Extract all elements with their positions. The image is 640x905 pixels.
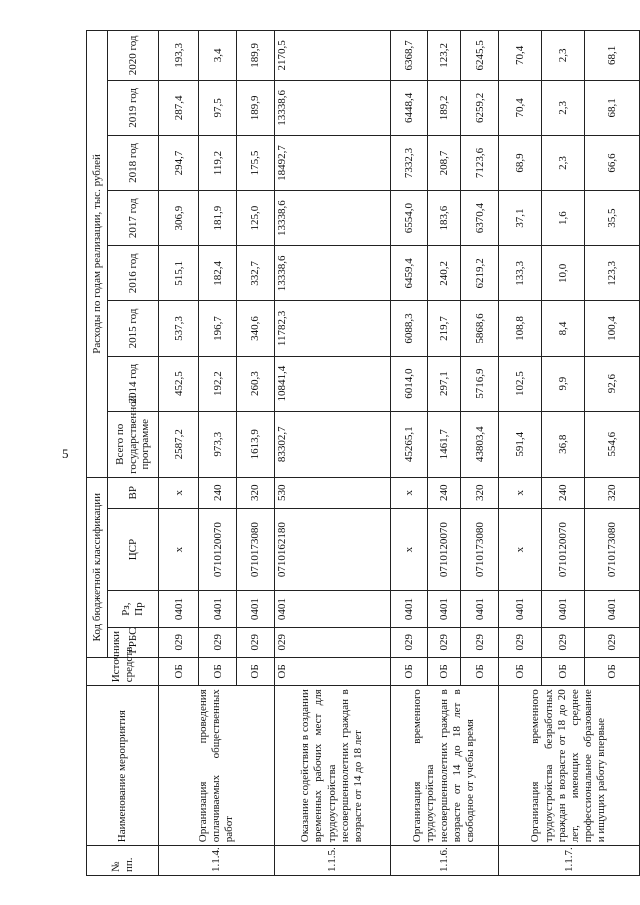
value-2019: 189,9 bbox=[237, 80, 275, 135]
value-2018: 119,2 bbox=[199, 135, 237, 190]
total-cell: 591,4 bbox=[498, 411, 541, 477]
value-2016: 123,3 bbox=[584, 246, 640, 301]
value-2020: 123,2 bbox=[428, 31, 461, 81]
table-row bbox=[498, 31, 541, 876]
value-2015: 219,7 bbox=[428, 301, 461, 356]
budget-table bbox=[86, 30, 640, 876]
grbs-cell: 029 bbox=[428, 627, 461, 657]
value-2018: 294,7 bbox=[159, 135, 199, 190]
csr-cell: 0710120070 bbox=[199, 508, 237, 591]
grbs-cell: 029 bbox=[199, 627, 237, 657]
total-cell: 554,6 bbox=[584, 411, 640, 477]
header-2015: 2015 год bbox=[108, 301, 159, 356]
header-2020: 2020 год bbox=[108, 31, 159, 81]
source-cell: ОБ bbox=[541, 657, 584, 686]
header-grbs: ГРБС bbox=[108, 627, 159, 657]
source-cell: ОБ bbox=[199, 657, 237, 686]
value-2014: 5716,9 bbox=[461, 356, 499, 411]
csr-cell: 0710173080 bbox=[584, 508, 640, 591]
value-2014: 452,5 bbox=[159, 356, 199, 411]
vr-cell: 240 bbox=[541, 477, 584, 508]
value-2016: 332,7 bbox=[237, 246, 275, 301]
vr-cell: x bbox=[390, 477, 428, 508]
value-2017: 183,6 bbox=[428, 191, 461, 246]
value-2019: 70,4 bbox=[498, 80, 541, 135]
header-2016: 2016 год bbox=[108, 246, 159, 301]
grbs-cell: 029 bbox=[237, 627, 275, 657]
header-name: Наименование мероприятия bbox=[87, 686, 159, 846]
vr-cell: x bbox=[159, 477, 199, 508]
value-2015: 5868,6 bbox=[461, 301, 499, 356]
rzpr-cell: 0401 bbox=[237, 591, 275, 627]
value-2018: 18492,7 bbox=[274, 135, 390, 190]
rzpr-cell: 0401 bbox=[461, 591, 499, 627]
value-2016: 515,1 bbox=[159, 246, 199, 301]
value-2019: 6448,4 bbox=[390, 80, 428, 135]
value-2014: 260,3 bbox=[237, 356, 275, 411]
value-2020: 6368,7 bbox=[390, 31, 428, 81]
total-cell: 45265,1 bbox=[390, 411, 428, 477]
value-2017: 1,6 bbox=[541, 191, 584, 246]
header-source: Источники средств bbox=[87, 657, 159, 686]
total-cell: 973,3 bbox=[199, 411, 237, 477]
value-2017: 6370,4 bbox=[461, 191, 499, 246]
value-2019: 13338,6 bbox=[274, 80, 390, 135]
value-2020: 6245,5 bbox=[461, 31, 499, 81]
source-cell: ОБ bbox=[274, 657, 390, 686]
value-2017: 125,0 bbox=[237, 191, 275, 246]
vr-cell: 320 bbox=[584, 477, 640, 508]
header-vr: ВР bbox=[108, 477, 159, 508]
total-cell: 43803,4 bbox=[461, 411, 499, 477]
row-number: 1.1.5. bbox=[274, 846, 390, 876]
source-cell: ОБ bbox=[237, 657, 275, 686]
rzpr-cell: 0401 bbox=[274, 591, 390, 627]
header-row-1 bbox=[87, 31, 108, 876]
value-2016: 13338,6 bbox=[274, 246, 390, 301]
row-number: 1.1.4. bbox=[159, 846, 275, 876]
value-2016: 10,0 bbox=[541, 246, 584, 301]
vr-cell: 530 bbox=[274, 477, 390, 508]
header-rzpr: Рз, Пр bbox=[108, 591, 159, 627]
header-budget-classification: Код бюджетной классификации bbox=[87, 477, 108, 657]
value-2017: 35,5 bbox=[584, 191, 640, 246]
value-2016: 182,4 bbox=[199, 246, 237, 301]
value-2015: 537,3 bbox=[159, 301, 199, 356]
csr-cell: x bbox=[159, 508, 199, 591]
grbs-cell: 029 bbox=[159, 627, 199, 657]
vr-cell: 240 bbox=[428, 477, 461, 508]
source-cell: ОБ bbox=[584, 657, 640, 686]
csr-cell: 0710173080 bbox=[461, 508, 499, 591]
value-2018: 2,3 bbox=[541, 135, 584, 190]
value-2020: 2170,5 bbox=[274, 31, 390, 81]
csr-cell: 0710162180 bbox=[274, 508, 390, 591]
value-2014: 297,1 bbox=[428, 356, 461, 411]
page-number: 5 bbox=[62, 446, 69, 461]
value-2017: 37,1 bbox=[498, 191, 541, 246]
grbs-cell: 029 bbox=[584, 627, 640, 657]
value-2020: 193,3 bbox=[159, 31, 199, 81]
value-2020: 189,9 bbox=[237, 31, 275, 81]
total-cell: 83302,7 bbox=[274, 411, 390, 477]
value-2020: 68,1 bbox=[584, 31, 640, 81]
vr-cell: 320 bbox=[461, 477, 499, 508]
total-cell: 2587,2 bbox=[159, 411, 199, 477]
value-2015: 196,7 bbox=[199, 301, 237, 356]
value-2015: 100,4 bbox=[584, 301, 640, 356]
value-2014: 192,2 bbox=[199, 356, 237, 411]
value-2014: 9,9 bbox=[541, 356, 584, 411]
value-2018: 7123,6 bbox=[461, 135, 499, 190]
header-csr: ЦСР bbox=[108, 508, 159, 591]
value-2015: 8,4 bbox=[541, 301, 584, 356]
value-2014: 92,6 bbox=[584, 356, 640, 411]
header-total: Всего по государственной программе bbox=[108, 411, 159, 477]
value-2017: 13338,6 bbox=[274, 191, 390, 246]
source-cell: ОБ bbox=[428, 657, 461, 686]
header-2019: 2019 год bbox=[108, 80, 159, 135]
value-2017: 306,9 bbox=[159, 191, 199, 246]
total-cell: 1613,9 bbox=[237, 411, 275, 477]
rzpr-cell: 0401 bbox=[159, 591, 199, 627]
value-2017: 6554,0 bbox=[390, 191, 428, 246]
source-cell: ОБ bbox=[390, 657, 428, 686]
value-2015: 340,6 bbox=[237, 301, 275, 356]
table-row bbox=[159, 31, 199, 876]
vr-cell: 320 bbox=[237, 477, 275, 508]
total-cell: 36,8 bbox=[541, 411, 584, 477]
header-2014: 2014 год bbox=[108, 356, 159, 411]
activity-name: Организация временного трудоустройства безработных граждан в возрасте от 18 до 20 лет, имеющих среднее профессиональное образование и ищущих работу впервые bbox=[498, 686, 639, 846]
rzpr-cell: 0401 bbox=[199, 591, 237, 627]
value-2016: 240,2 bbox=[428, 246, 461, 301]
value-2019: 287,4 bbox=[159, 80, 199, 135]
row-number: 1.1.6. bbox=[390, 846, 498, 876]
value-2019: 189,2 bbox=[428, 80, 461, 135]
header-2018: 2018 год bbox=[108, 135, 159, 190]
value-2014: 10841,4 bbox=[274, 356, 390, 411]
value-2014: 102,5 bbox=[498, 356, 541, 411]
rzpr-cell: 0401 bbox=[428, 591, 461, 627]
value-2016: 133,3 bbox=[498, 246, 541, 301]
value-2019: 2,3 bbox=[541, 80, 584, 135]
rzpr-cell: 0401 bbox=[541, 591, 584, 627]
rzpr-cell: 0401 bbox=[584, 591, 640, 627]
value-2015: 6088,3 bbox=[390, 301, 428, 356]
csr-cell: x bbox=[390, 508, 428, 591]
value-2014: 6014,0 bbox=[390, 356, 428, 411]
table-row bbox=[274, 31, 390, 876]
table-row bbox=[390, 31, 428, 876]
csr-cell: 0710173080 bbox=[237, 508, 275, 591]
csr-cell: 0710120070 bbox=[428, 508, 461, 591]
activity-name: Организация проведения оплачиваемых общественных работ bbox=[159, 686, 275, 846]
vr-cell: 240 bbox=[199, 477, 237, 508]
value-2020: 3,4 bbox=[199, 31, 237, 81]
value-2018: 7332,3 bbox=[390, 135, 428, 190]
header-2017: 2017 год bbox=[108, 191, 159, 246]
value-2015: 11782,3 bbox=[274, 301, 390, 356]
value-2018: 175,5 bbox=[237, 135, 275, 190]
grbs-cell: 029 bbox=[461, 627, 499, 657]
vr-cell: x bbox=[498, 477, 541, 508]
header-expenses: Расходы по годам реализации, тыс. рублей bbox=[87, 31, 108, 478]
value-2018: 208,7 bbox=[428, 135, 461, 190]
grbs-cell: 029 bbox=[541, 627, 584, 657]
value-2015: 108,8 bbox=[498, 301, 541, 356]
value-2016: 6219,2 bbox=[461, 246, 499, 301]
rzpr-cell: 0401 bbox=[498, 591, 541, 627]
value-2019: 97,5 bbox=[199, 80, 237, 135]
value-2016: 6459,4 bbox=[390, 246, 428, 301]
activity-name: Организация временного трудоустройства несовершеннолетних граждан в возрасте от 14 до 18 лет в свободное от учебы время bbox=[390, 686, 498, 846]
value-2018: 68,9 bbox=[498, 135, 541, 190]
rotated-page-content bbox=[86, 30, 640, 876]
source-cell: ОБ bbox=[159, 657, 199, 686]
rzpr-cell: 0401 bbox=[390, 591, 428, 627]
value-2018: 66,6 bbox=[584, 135, 640, 190]
grbs-cell: 029 bbox=[274, 627, 390, 657]
source-cell: ОБ bbox=[498, 657, 541, 686]
grbs-cell: 029 bbox=[498, 627, 541, 657]
csr-cell: x bbox=[498, 508, 541, 591]
header-num: № пп. bbox=[87, 846, 159, 876]
value-2020: 70,4 bbox=[498, 31, 541, 81]
csr-cell: 0710120070 bbox=[541, 508, 584, 591]
grbs-cell: 029 bbox=[390, 627, 428, 657]
total-cell: 1461,7 bbox=[428, 411, 461, 477]
value-2020: 2,3 bbox=[541, 31, 584, 81]
source-cell: ОБ bbox=[461, 657, 499, 686]
value-2019: 6259,2 bbox=[461, 80, 499, 135]
value-2017: 181,9 bbox=[199, 191, 237, 246]
row-number: 1.1.7. bbox=[498, 846, 639, 876]
value-2019: 68,1 bbox=[584, 80, 640, 135]
activity-name: Оказание содействия в создании временных рабочих мест для трудоустройства несовершеннолетних граждан в возрасте от 14 до 18 лет bbox=[274, 686, 390, 846]
